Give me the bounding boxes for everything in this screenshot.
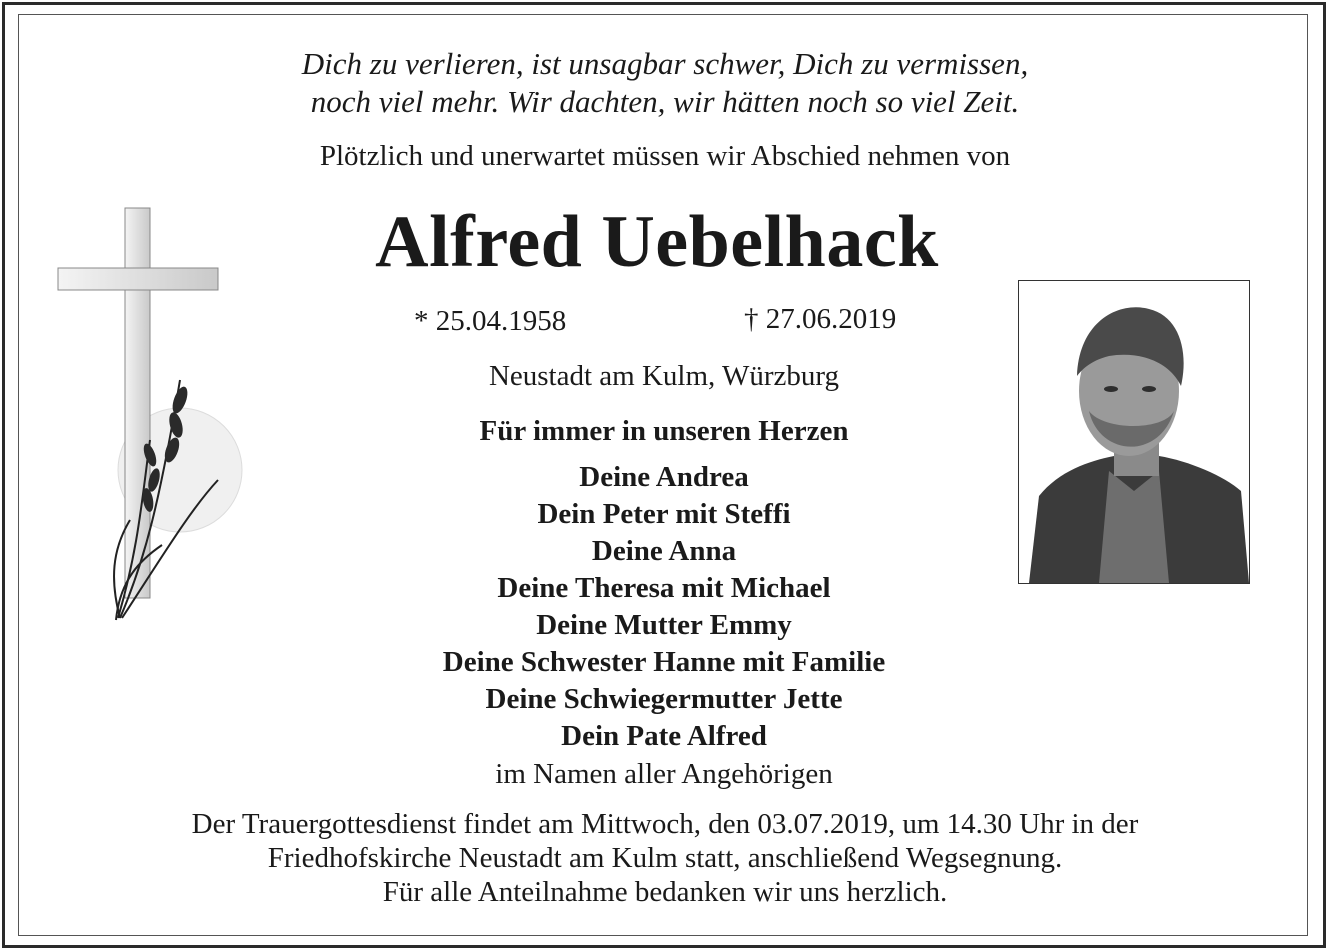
cross-with-wheat-icon	[50, 200, 250, 630]
deceased-name: Alfred Uebelhack	[375, 201, 939, 283]
birth-date: * 25.04.1958	[414, 305, 567, 337]
mourner-7: Deine Schwiegermutter Jette	[485, 683, 843, 715]
mourner-1: Deine Andrea	[579, 461, 749, 493]
mourner-2: Dein Peter mit Steffi	[537, 498, 791, 530]
portrait-photo	[1018, 280, 1250, 584]
intro-text: Plötzlich und unerwartet müssen wir Abschied nehmen von	[319, 140, 1011, 172]
service-line-2: Friedhofskirche Neustadt am Kulm statt, anschließend Wegsegnung.	[267, 842, 1063, 874]
relatives-text: im Namen aller Angehörigen	[495, 758, 833, 790]
mourner-5: Deine Mutter Emmy	[536, 609, 792, 641]
motto-text: Für immer in unseren Herzen	[479, 415, 849, 447]
death-date: † 27.06.2019	[744, 303, 897, 335]
quote-line-1: Dich zu verlieren, ist unsagbar schwer, Dich zu vermissen,	[301, 46, 1029, 81]
places-text: Neustadt am Kulm, Würzburg	[488, 360, 840, 392]
quote-line-2: noch viel mehr. Wir dachten, wir hätten noch so viel Zeit.	[310, 84, 1020, 119]
mourner-4: Deine Theresa mit Michael	[497, 572, 831, 604]
service-line-1: Der Trauergottesdienst findet am Mittwoch, den 03.07.2019, um 14.30 Uhr in der	[191, 808, 1139, 840]
mourner-3: Deine Anna	[591, 535, 737, 567]
mourner-8: Dein Pate Alfred	[561, 720, 767, 752]
mourner-6: Deine Schwester Hanne mit Familie	[442, 646, 886, 678]
service-line-3: Für alle Anteilnahme bedanken wir uns herzlich.	[382, 876, 948, 908]
